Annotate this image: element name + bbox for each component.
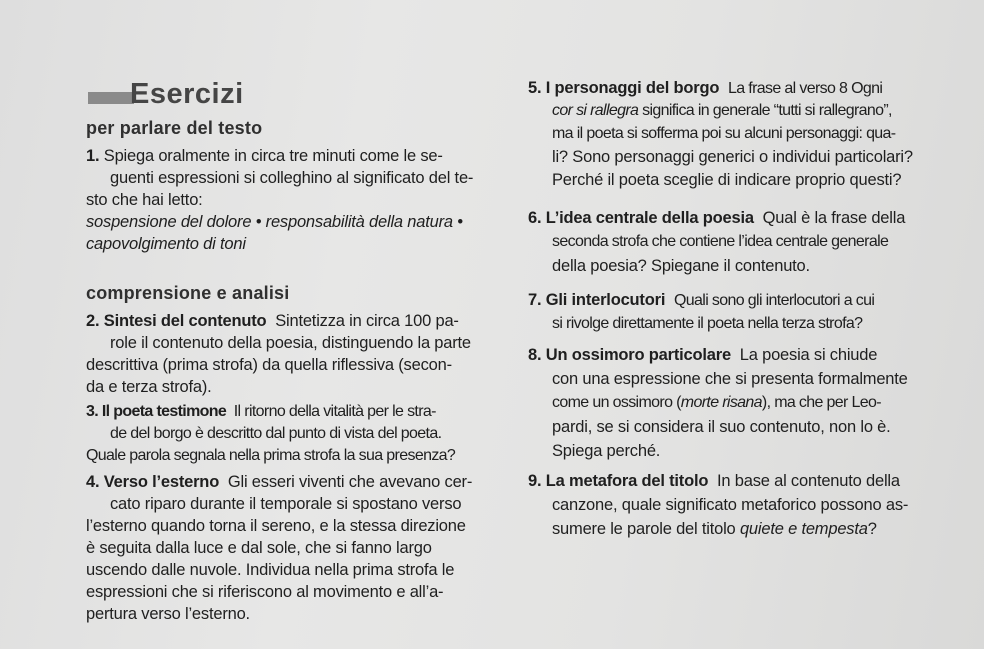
exercise-4-text-1: Gli esseri viventi che avevano cer- <box>227 473 473 491</box>
exercise-1-line-2: guenti espressioni si colleghino al significato del te- <box>110 169 474 187</box>
exercise-8-text-3b: ), ma che per Leo- <box>761 394 881 411</box>
exercise-5-number: 5. <box>528 79 542 97</box>
exercise-9-line-2: canzone, quale significato metaforico possono as- <box>552 496 909 514</box>
exercise-3-line-3: Quale parola segnala nella prima strofa la sua presenza? <box>86 447 456 464</box>
exercise-2-line-4: da e terza strofa). <box>86 378 212 396</box>
exercise-5-line-3: ma il poeta si sofferma poi su alcuni personaggi: qua- <box>552 125 896 142</box>
exercise-6-line-3: della poesia? Spiegane il contenuto. <box>552 257 810 275</box>
section-heading-parlare: per parlare del testo <box>86 118 263 138</box>
exercise-2-line-3: descrittiva (prima strofa) da quella riflessiva (secon- <box>86 356 452 374</box>
exercise-8-line-5: Spiega perché. <box>552 442 661 460</box>
exercise-4-line-4: è seguita dalla luce e dal sole, che si fanno largo <box>86 539 432 557</box>
exercise-6-heading: L’idea centrale della poesia <box>545 209 754 227</box>
exercise-6-text-1: Qual è la frase della <box>762 209 906 227</box>
exercise-4-line-3: l’esterno quando torna il sereno, e la stessa direzione <box>86 517 466 535</box>
exercise-2-number: 2. <box>86 312 100 330</box>
title-decoration-bar <box>88 92 134 104</box>
exercise-8-text-1: La poesia si chiude <box>739 346 878 364</box>
exercise-7-line-2: si rivolge direttamente il poeta nella terza strofa? <box>552 315 863 332</box>
exercise-7-number: 7. <box>528 291 542 309</box>
exercise-1-line-4: sospensione del dolore • responsabilità della natura • <box>86 213 463 231</box>
exercise-8-text-3a: come un ossimoro ( <box>552 394 681 411</box>
exercise-9-title-words: quiete e tempesta <box>739 520 868 538</box>
exercise-5-line-1 <box>528 78 882 99</box>
exercise-5-heading: I personaggi del borgo <box>545 79 720 97</box>
exercise-2-heading: Sintesi del contenuto <box>103 312 267 330</box>
exercise-8-oxymoron: morte risana <box>680 394 762 411</box>
exercise-8-line-3 <box>552 393 881 413</box>
exercise-4-heading: Verso l’esterno <box>103 473 220 491</box>
exercise-9-text-3b: ? <box>867 520 877 538</box>
exercise-7-text-1: Quali sono gli interlocutori a cui <box>674 292 875 309</box>
exercise-9-number: 9. <box>528 472 542 490</box>
exercise-5-text-1: La frase al verso 8 Ogni <box>728 80 883 97</box>
exercise-4-number: 4. <box>86 473 100 491</box>
exercise-8-line-2: con una espressione che si presenta formalmente <box>552 370 908 388</box>
exercise-1-line-1 <box>86 146 443 166</box>
exercise-2-line-2: role il contenuto della poesia, distinguendo la parte <box>110 334 471 352</box>
exercise-1-number: 1. <box>86 147 100 165</box>
exercise-5-line-2 <box>552 101 892 121</box>
exercise-9-line-1 <box>528 471 900 491</box>
exercise-8-line-1 <box>528 345 877 365</box>
exercise-4-line-2: cato riparo durante il temporale si spostano verso <box>110 495 462 513</box>
exercise-6-line-1 <box>528 208 905 228</box>
exercise-5-line-5: Perché il poeta sceglie di indicare proprio questi? <box>552 171 902 189</box>
exercise-3-heading: Il poeta testimone <box>101 403 227 420</box>
exercise-5-text-2: significa in generale “tutti si rallegrano”, <box>642 102 892 119</box>
exercise-2-line-1 <box>86 311 459 331</box>
exercise-4-line-7: pertura verso l’esterno. <box>86 605 250 623</box>
exercise-8-heading: Un ossimoro particolare <box>545 346 731 364</box>
exercise-1-line-3: sto che hai letto: <box>86 191 203 209</box>
exercise-5-quote: cor si rallegra <box>552 102 639 119</box>
exercise-4-line-5: uscendo dalle nuvole. Individua nella prima strofa le <box>86 561 455 579</box>
exercise-9-line-3 <box>552 519 877 539</box>
exercise-9-text-1: In base al contenuto della <box>717 472 900 490</box>
exercise-3-line-2: de del borgo è descritto dal punto di vista del poeta. <box>110 425 442 442</box>
exercise-3-number: 3. <box>86 403 99 420</box>
exercise-8-line-4: pardi, se si considera il suo contenuto, non lo è. <box>552 418 891 436</box>
exercise-8-number: 8. <box>528 346 542 364</box>
exercise-9-text-3a: sumere le parole del titolo <box>552 520 736 538</box>
exercise-6-number: 6. <box>528 209 542 227</box>
exercise-1-line-5: capovolgimento di toni <box>86 235 246 253</box>
exercise-3-line-1 <box>86 402 436 422</box>
exercise-6-line-2: seconda strofa che contiene l’idea centrale generale <box>552 233 889 250</box>
exercise-5-line-4: li? Sono personaggi generici o individui particolari? <box>552 148 913 166</box>
exercise-7-line-1 <box>528 290 874 311</box>
exercise-1-text-1: Spiega oralmente in circa tre minuti come le se- <box>103 147 443 165</box>
exercise-9-heading: La metafora del titolo <box>545 472 709 490</box>
exercise-4-line-1 <box>86 472 472 492</box>
section-heading-comprensione: comprensione e analisi <box>86 283 290 303</box>
exercise-2-text-1: Sintetizza in circa 100 pa- <box>275 312 459 330</box>
page-title: Esercizi <box>130 78 244 110</box>
exercise-3-text-1: Il ritorno della vitalità per le stra- <box>233 403 436 420</box>
exercise-7-heading: Gli interlocutori <box>545 291 666 309</box>
exercise-4-line-6: espressioni che si riferiscono al movimento e all’a- <box>86 583 444 601</box>
